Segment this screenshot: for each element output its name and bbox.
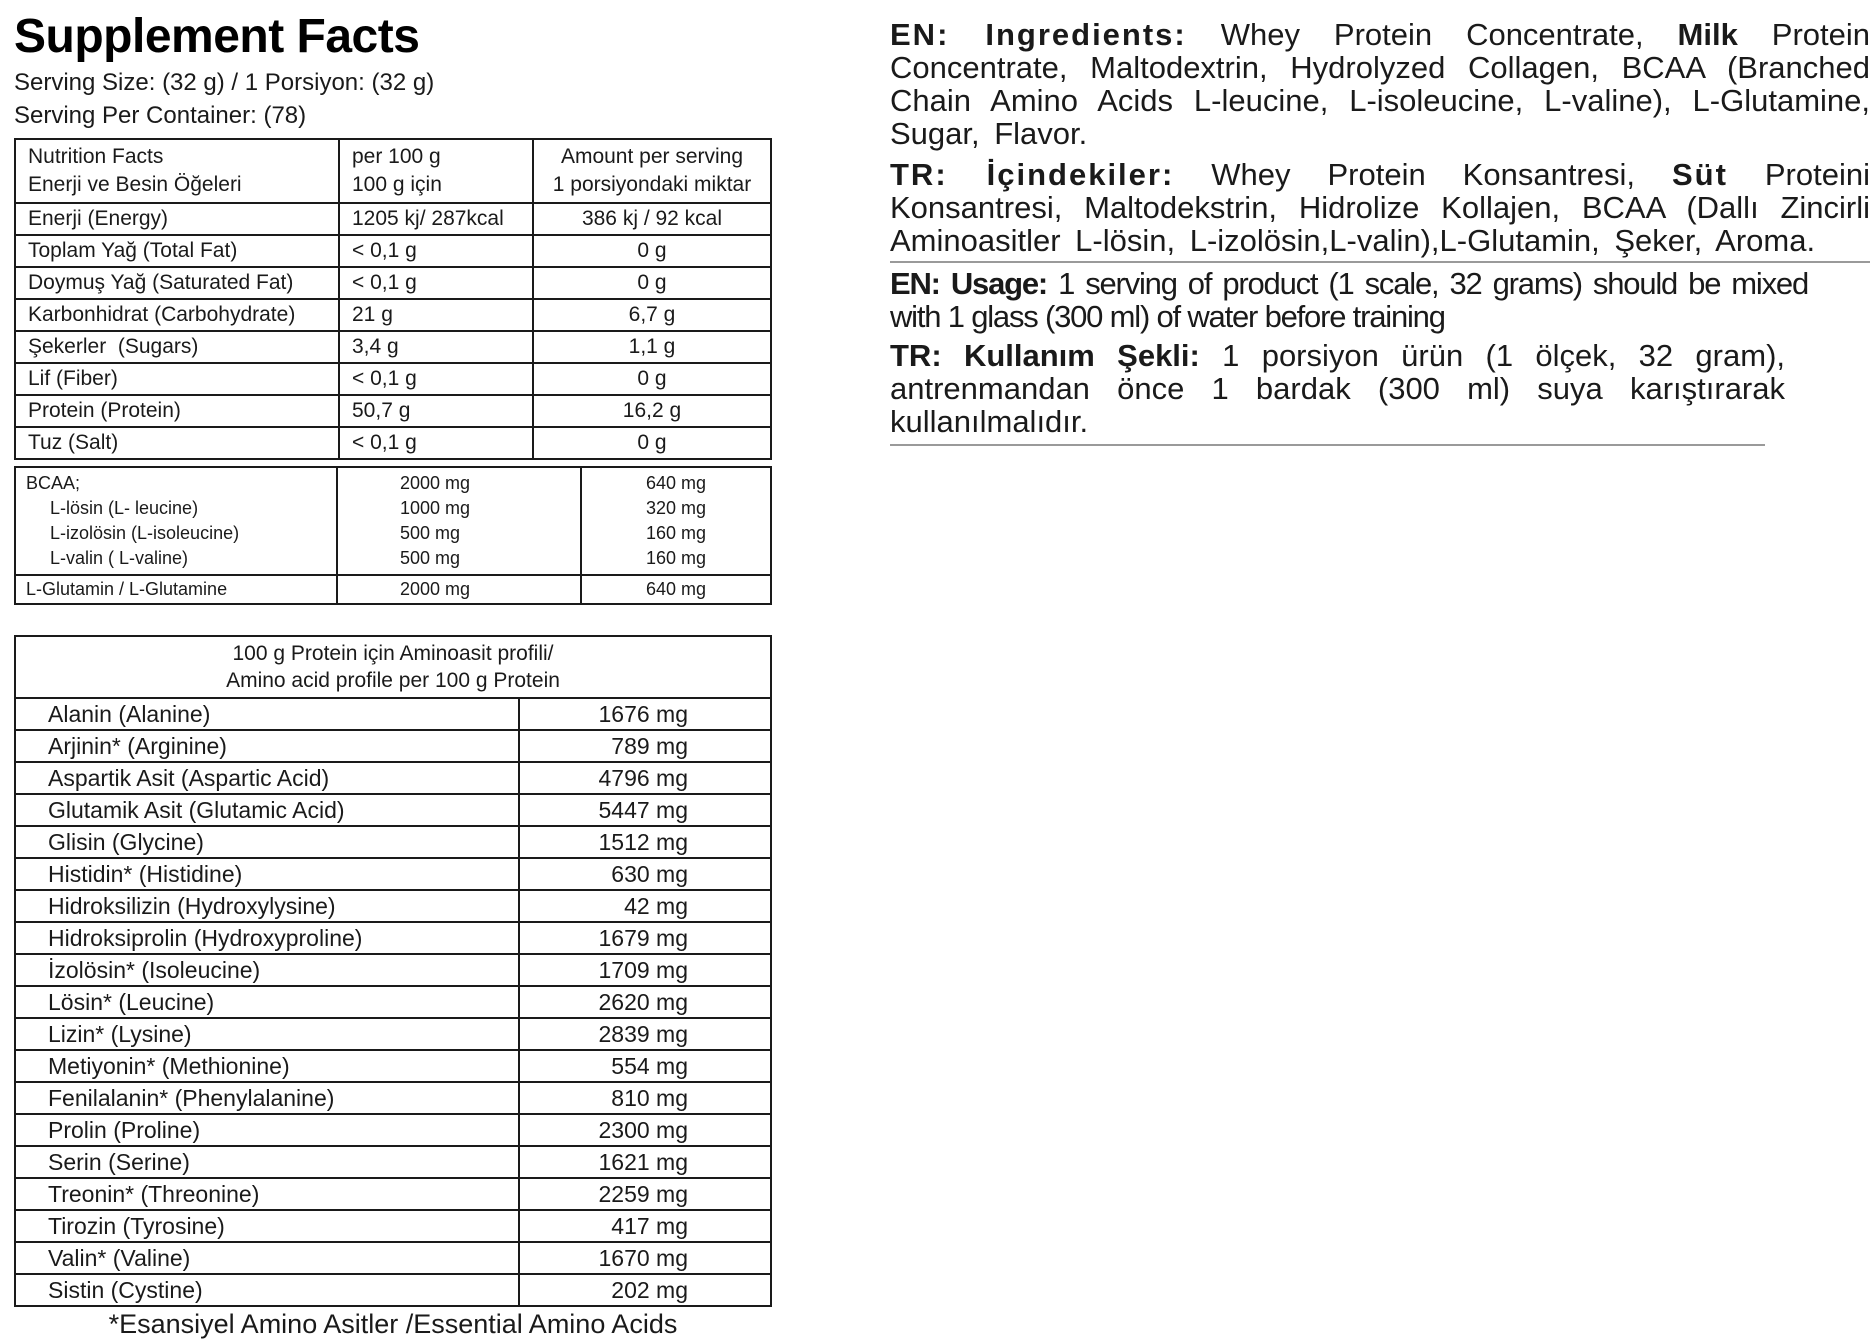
amino-name: Valin* (Valine) [15, 1242, 519, 1274]
nutrient-serving: 0 g [533, 235, 771, 267]
bcaa-row [15, 467, 771, 575]
nutrition-row [15, 235, 771, 267]
serving-size: Serving Size: (32 g) / 1 Porsiyon: (32 g) [14, 69, 435, 96]
bcaa-serving [581, 467, 771, 575]
nutrient-name: Toplam Yağ (Total Fat) [15, 235, 339, 267]
amino-name: Metiyonin* (Methionine) [15, 1050, 519, 1082]
amino-header-row [15, 636, 771, 698]
amino-value: 1709 mg [519, 954, 771, 986]
nutrition-header-col3 [533, 139, 771, 203]
amino-name: Treonin* (Threonine) [15, 1178, 519, 1210]
bcaa-per100-value: 500 mg [400, 523, 461, 543]
nutrient-name: Enerji (Energy) [15, 203, 339, 235]
nutrient-per100: 21 g [339, 299, 533, 331]
amino-row [15, 730, 771, 762]
amino-value: 42 mg [519, 890, 771, 922]
amino-value: 2620 mg [519, 986, 771, 1018]
nutrition-header-col1 [15, 139, 339, 203]
nutrition-row [15, 395, 771, 427]
nutrient-serving: 386 kj / 92 kcal [533, 203, 771, 235]
nutrient-serving: 0 g [533, 427, 771, 459]
nutrient-name: Karbonhidrat (Carbohydrate) [15, 299, 339, 331]
amino-row [15, 954, 771, 986]
nutrition-row [15, 427, 771, 459]
amino-name: Lösin* (Leucine) [15, 986, 519, 1018]
amino-row [15, 986, 771, 1018]
amino-rows [15, 698, 771, 1306]
nutrition-row [15, 299, 771, 331]
amino-name: Glisin (Glycine) [15, 826, 519, 858]
amino-value: 1679 mg [519, 922, 771, 954]
nutrient-per100: < 0,1 g [339, 235, 533, 267]
amino-row [15, 1242, 771, 1274]
page-title: Supplement Facts [14, 10, 420, 63]
amino-value: 1676 mg [519, 698, 771, 730]
amino-name: Lizin* (Lysine) [15, 1018, 519, 1050]
amino-acid-table [14, 635, 772, 1307]
nutrient-per100: 3,4 g [339, 331, 533, 363]
nutrient-name: Protein (Protein) [15, 395, 339, 427]
amino-row [15, 890, 771, 922]
usage-tr [890, 339, 1785, 438]
bcaa-name: L-lösin (L- leucine) [50, 498, 199, 518]
amino-value: 2300 mg [519, 1114, 771, 1146]
nutrient-name: Şekerler (Sugars) [15, 331, 339, 363]
amino-name: İzolösin* (Isoleucine) [15, 954, 519, 986]
bcaa-serving-value: 160 mg [645, 523, 707, 543]
amino-value: 4796 mg [519, 762, 771, 794]
usage-tr-label: TR: Kullanım Şekli: [890, 338, 1200, 373]
amino-row [15, 1146, 771, 1178]
nutrition-row [15, 331, 771, 363]
nutrition-row [15, 363, 771, 395]
amino-value: 810 mg [519, 1082, 771, 1114]
nutrient-name: Lif (Fiber) [15, 363, 339, 395]
bcaa-per100-value: 2000 mg [400, 473, 471, 493]
usage-en [890, 267, 1808, 333]
supplement-facts-panel [14, 8, 774, 1340]
amino-row [15, 1274, 771, 1306]
ingredients-panel [890, 18, 1870, 446]
bcaa-name: L-valin ( L-valine) [50, 548, 189, 568]
amino-row [15, 922, 771, 954]
amino-value: 1621 mg [519, 1146, 771, 1178]
amino-header-line: 100 g Protein için Aminoasit profili/ [232, 642, 554, 665]
divider [890, 261, 1870, 263]
ingredients-tr-label: TR: İçindekiler: [890, 157, 1175, 192]
bcaa-per100 [337, 467, 581, 575]
ingredients-tr [890, 158, 1870, 257]
nutrient-per100: 1205 kj/ 287kcal [339, 203, 533, 235]
header-label: 1 porsiyondaki miktar [552, 173, 752, 196]
divider [890, 444, 1765, 446]
ingredients-tr-text: Proteini Konsantresi, Maltodekstrin, Hidrolize Kollajen, BCAA (Dallı Zincirli Aminoasitler L-lösin, L-izolösin,L-valin),L-Glutamin, Şeker, Aroma. [890, 157, 1870, 258]
nutrient-per100: < 0,1 g [339, 267, 533, 299]
amino-value: 1670 mg [519, 1242, 771, 1274]
amino-row [15, 1018, 771, 1050]
nutrition-header-col2 [339, 139, 533, 203]
amino-value: 789 mg [519, 730, 771, 762]
nutrient-serving: 0 g [533, 267, 771, 299]
amino-value: 1512 mg [519, 826, 771, 858]
ingredients-en-text: Whey Protein Concentrate, [1186, 17, 1678, 52]
amino-value: 417 mg [519, 1210, 771, 1242]
nutrient-name: Doymuş Yağ (Saturated Fat) [15, 267, 339, 299]
amino-row [15, 698, 771, 730]
nutrient-serving: 0 g [533, 363, 771, 395]
glutamine-row [15, 575, 771, 604]
amino-value: 5447 mg [519, 794, 771, 826]
bcaa-table [14, 466, 772, 605]
amino-value: 554 mg [519, 1050, 771, 1082]
bcaa-serving-value: 320 mg [645, 498, 707, 518]
bcaa-serving-value: 160 mg [645, 548, 707, 568]
amino-value: 2839 mg [519, 1018, 771, 1050]
nutrient-serving: 6,7 g [533, 299, 771, 331]
amino-name: Prolin (Proline) [15, 1114, 519, 1146]
usage-en-text: 1 serving of product (1 scale, 32 grams) should be mixed with 1 glass (300 ml) of water before training [890, 266, 1808, 334]
footnote: *Esansiyel Amino Asitler /Essential Amino Acids [108, 1309, 678, 1339]
amino-name: Fenilalanin* (Phenylalanine) [15, 1082, 519, 1114]
amino-value: 202 mg [519, 1274, 771, 1306]
bcaa-serving-value: 640 mg [645, 473, 707, 493]
amino-name: Histidin* (Histidine) [15, 858, 519, 890]
nutrient-name: Tuz (Salt) [15, 427, 339, 459]
amino-name: Hidroksilizin (Hydroxylysine) [15, 890, 519, 922]
amino-row [15, 1050, 771, 1082]
ingredients-en-text: Protein Concentrate, Maltodextrin, Hydrolyzed Collagen, BCAA (Branched Chain Amino Acids L-leucine, L-isoleucine, L-valine), L-Glutamine, Sugar, Flavor. [890, 17, 1870, 151]
nutrition-header-row [15, 139, 771, 203]
amino-header [15, 636, 771, 698]
ingredients-en-label: EN: Ingredients: [890, 17, 1187, 52]
glutamine-per100: 2000 mg [337, 575, 581, 604]
header-label: Amount per serving [560, 145, 744, 168]
amino-row [15, 1178, 771, 1210]
bcaa-name: L-izolösin (L-isoleucine) [50, 523, 240, 543]
amino-row [15, 826, 771, 858]
header-label: per 100 g [352, 145, 441, 168]
amino-value: 630 mg [519, 858, 771, 890]
nutrition-row [15, 203, 771, 235]
amino-name: Glutamik Asit (Glutamic Acid) [15, 794, 519, 826]
usage-en-label: EN: Usage: [890, 266, 1048, 301]
usage-tr-text: 1 porsiyon ürün (1 ölçek, 32 gram), antrenmandan önce 1 bardak (300 ml) suya karıştırarak kullanılmalıdır. [890, 338, 1785, 439]
header-label: 100 g için [352, 173, 442, 196]
amino-row [15, 794, 771, 826]
amino-row [15, 1114, 771, 1146]
nutrient-per100: 50,7 g [339, 395, 533, 427]
amino-value: 2259 mg [519, 1178, 771, 1210]
amino-row [15, 1082, 771, 1114]
nutrient-per100: < 0,1 g [339, 427, 533, 459]
header-label: Nutrition Facts [28, 145, 164, 168]
ingredients-en [890, 18, 1870, 150]
amino-name: Sistin (Cystine) [15, 1274, 519, 1306]
nutrient-serving: 16,2 g [533, 395, 771, 427]
nutrition-row [15, 267, 771, 299]
amino-name: Tirozin (Tyrosine) [15, 1210, 519, 1242]
bcaa-per100-value: 1000 mg [400, 498, 471, 518]
nutrient-serving: 1,1 g [533, 331, 771, 363]
amino-row [15, 762, 771, 794]
bcaa-per100-value: 500 mg [400, 548, 461, 568]
glutamine-name: L-Glutamin / L-Glutamine [15, 575, 337, 604]
amino-row [15, 1210, 771, 1242]
header-label: Enerji ve Besin Öğeleri [28, 173, 242, 196]
glutamine-serving: 640 mg [581, 575, 771, 604]
bcaa-names [15, 467, 337, 575]
ingredients-en-bold: Milk [1677, 17, 1738, 52]
amino-name: Aspartik Asit (Aspartic Acid) [15, 762, 519, 794]
amino-header-line: Amino acid profile per 100 g Protein [226, 669, 560, 692]
amino-name: Arjinin* (Arginine) [15, 730, 519, 762]
amino-row [15, 858, 771, 890]
nutrient-per100: < 0,1 g [339, 363, 533, 395]
ingredients-tr-bold: Süt [1671, 157, 1728, 192]
ingredients-tr-text: Whey Protein Konsantresi, [1174, 157, 1672, 192]
amino-name: Serin (Serine) [15, 1146, 519, 1178]
nutrition-table [14, 138, 772, 460]
serving-per-container: Serving Per Container: (78) [14, 102, 307, 129]
amino-name: Hidroksiprolin (Hydroxyproline) [15, 922, 519, 954]
bcaa-name: BCAA; [26, 473, 81, 493]
amino-name: Alanin (Alanine) [15, 698, 519, 730]
